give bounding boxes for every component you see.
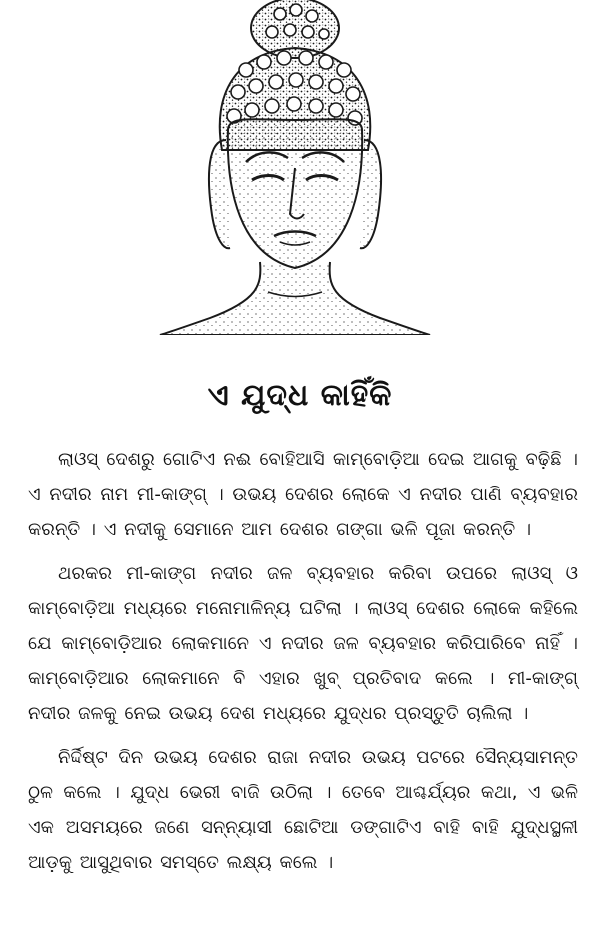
buddha-head-illustration (150, 0, 440, 335)
paragraph: ଥରକର ମୀ-କାଙ୍ଗ ନଦୀର ଜଳ ବ୍ୟବହାର କରିବା ଉପରେ ଲାଓସ୍ ଓ କାମ୍ବୋଡ଼ିଆ ମଧ୍ୟରେ ମନୋମାଳିନ୍ୟ ଘଟିଲା । ଲାଓସ୍ ଦେଶର ଲୋକେ କହିଲେ ଯେ କାମ୍ବୋଡ଼ିଆର ଲୋକମାନେ ଏ ନଦୀର ଜଳ ବ୍ୟବହାର କରିପାରିବେ ନାହିଁ । କାମ୍ବୋଡ଼ିଆର ଲୋକମାନେ ବି ଏହାର ଖୁବ୍ ପ୍ରତିବାଦ କଲେ । ମୀ-କାଙ୍ଗ୍ ନଦୀର ଜଳକୁ ନେଇ ଉଭୟ ଦେଶ ମଧ୍ୟରେ ଯୁଦ୍ଧର ପ୍ରସ୍ତୁତି ଚାଲିଲା । (28, 563, 578, 724)
story-body (28, 442, 578, 889)
paragraph: ଲାଓସ୍ ଦେଶରୁ ଗୋଟିଏ ନଈ ବୋହିଆସି କାମ୍ବୋଡ଼ିଆ ଦେଇ ଆଗକୁ ବଢ଼ିଛି । ଏ ନଦୀର ନାମ ମୀ-କାଙ୍ଗ୍ । ଉଭୟ ଦେଶର ଲୋକେ ଏ ନଦୀର ପାଣି ବ୍ୟବହାର କରନ୍ତି । ଏ ନଦୀକୁ ସେମାନେ ଆମ ଦେଶର ଗଙ୍ଗା ଭଳି ପୂଜା କରନ୍ତି । (28, 449, 578, 540)
story-title: ଏ ଯୁଦ୍ଧ କାହିଁକି (207, 378, 393, 413)
paragraph: ନିର୍ଦ୍ଦିଷ୍ଟ ଦିନ ଉଭୟ ଦେଶର ରାଜା ନଦୀର ଉଭୟ ପଟରେ ସୈନ୍ୟସାମନ୍ତ ଠୁଳ କଲେ । ଯୁଦ୍ଧ ଭେରୀ ବାଜି ଉଠିଲା । ତେବେ ଆଶ୍ଚର୍ଯ୍ୟର କଥା, ଏ ଭଳି ଏକ ଅସମୟରେ ଜଣେ ସନ୍ନ୍ୟାସୀ ଛୋଟିଆ ଡଙ୍ଗାଟିଏ ବାହି ବାହି ଯୁଦ୍ଧସ୍ଥଳୀ ଆଡ଼କୁ ଆସୁଥିବାର ସମସ୍ତେ ଲକ୍ଷ୍ୟ କଲେ । (28, 747, 578, 873)
